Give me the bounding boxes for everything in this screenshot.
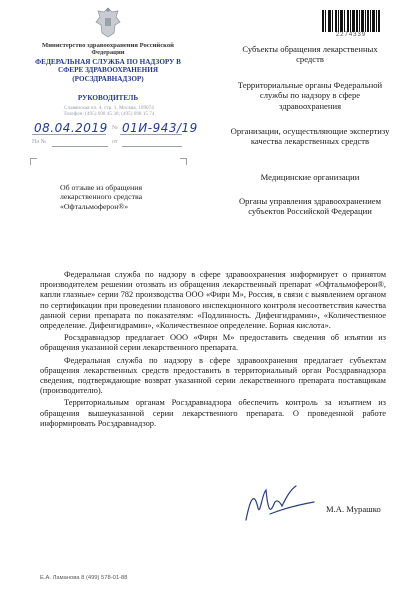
number-sign: № — [112, 125, 118, 131]
service-name: ФЕДЕРАЛЬНАЯ СЛУЖБА ПО НАДЗОРУ В СФЕРЕ ЗДРАВООХРАНЕНИЯ (РОСЗДРАВНАДЗОР) — [35, 58, 181, 83]
signer-name: М.А. Мурашко — [326, 504, 381, 514]
phone-line: Телефон: (495) 698 45 38; (495) 698 15 74 — [63, 111, 155, 118]
handwritten-number: 01И-943/19 — [122, 121, 198, 135]
recipient-item: Медицинские организации — [260, 172, 360, 182]
recipient-item: Органы управления здравоохранением субъектов Российской Федерации — [238, 196, 382, 217]
ministry-name: Министерство здравоохранения Российской Федерации — [42, 42, 174, 57]
barcode-number: 2274339 — [335, 32, 367, 38]
reference-date-underline — [122, 146, 182, 147]
reference-number-label: На № — [32, 139, 47, 145]
address-line: Славянская пл. 4, стр. 1, Москва, 109074 — [64, 105, 154, 111]
head-title: РУКОВОДИТЕЛЬ — [77, 94, 139, 102]
body-paragraph: Росздравнадзор предлагает ООО «Фирн М» предоставить сведения об изъятии из обращения указанной серии лекарственного препарата. — [40, 333, 386, 353]
subject-line: Об отзыве из обращения лекарственного средства «Офтальмоферон®» — [60, 183, 143, 211]
barcode-icon — [322, 10, 380, 32]
body-paragraph: Территориальным органам Росздравнадзора обеспечить контроль за изъятием из обращения вышеуказанной серии лекарственного препарата. О проведенной работе информировать Росздравнадзор. — [40, 398, 386, 428]
address-block — [36, 105, 182, 118]
coat-of-arms-icon — [94, 6, 122, 40]
recipient-item: Организации, осуществляющие экспертизу качества лекарственных средств — [230, 126, 390, 147]
bracket-top-right — [180, 158, 187, 165]
body-paragraph: Федеральная служба по надзору в сфере здравоохранения предлагает субъектам обращения лекарственных средств предоставить в территориальный орган Росздравнадзора сведения, подтверждающие возврат указанной серии лекарственного препарата поставщикам (производителю). — [40, 355, 386, 396]
handwritten-date: 08.04.2019 — [34, 121, 108, 135]
letter-body — [40, 270, 386, 431]
reference-number-underline — [52, 146, 108, 147]
body-paragraph: Федеральная служба по надзору в сфере здравоохранения информирует о принятом производителем решении отозвать из обращения лекарственный препарат «Офтальмоферон®, капли глазные» серии 782 производства ООО «Фирн М», Россия, в связи с выявлением органом по сертификации при проведении планового инспекционного контроля несоответствия качества данной серии препарата по показателям: «Подлинность. Дифенгидрамин», «Количественное определение. Дифенгидрамин», «Количественное определение. Борная кислота». — [40, 270, 386, 331]
recipient-item: Субъекты обращения лекарственных средств — [242, 44, 378, 65]
executor-contact: Е.А. Ламанова 8 (499) 578-01-88 — [40, 575, 128, 581]
bracket-top-left — [30, 158, 37, 165]
signature-icon — [240, 480, 320, 530]
reference-date-label: от — [112, 139, 118, 145]
recipient-item: Территориальные органы Федеральной службы по надзору в сфере здравоохранения — [237, 80, 383, 111]
